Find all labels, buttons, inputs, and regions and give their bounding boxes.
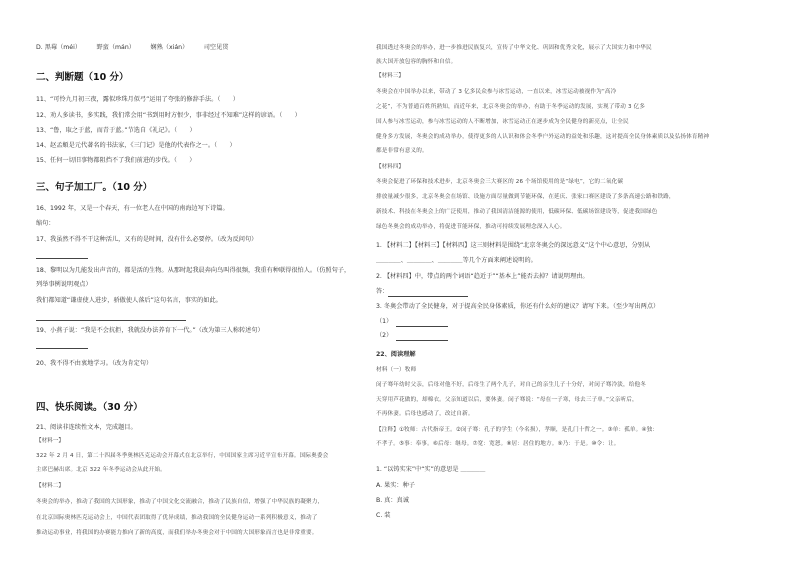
answer-line-19[interactable] — [36, 348, 88, 349]
reading-22-notes1: 【注释】①牧师：古代指帝王。②闵子骞：孔子的学生（今名损），孝顺，是孔门十哲之一。③单：孤单。④独： — [376, 427, 659, 433]
question-11: 11、“可怜九月初三夜，露似珍珠月似弓”运用了夸张的修辞手法。（ ） — [36, 96, 239, 103]
question-18-line2: 列举事例说明观点） — [36, 281, 92, 288]
material-4-heading: 【材料四】 — [376, 164, 404, 170]
section-judgement-title: 二、判断题（10 分） — [36, 72, 129, 83]
reading-q2-answer-label: 答： — [376, 288, 389, 295]
option-c[interactable]: C. 装 — [376, 512, 391, 519]
option-b[interactable]: B. 真：真诚 — [376, 497, 409, 504]
material-2-line3: 推动运动事业，将我国的办赛能力推向了新的高度，而我们举办冬奥会对于中国的大国形象而言也是非常重要。 — [36, 530, 318, 536]
material-4-line1: 冬奥会促进了环保和技术进步，北京冬奥会三大赛区的 26 个场馆使用的是“绿电”，它的二氧化碳 — [376, 179, 624, 185]
question-d-option: D. 黑莓（méi） 野蛮（mán） 娴熟（xián） 司空见贯 — [36, 44, 229, 51]
reading-q3-item1: （1） — [376, 318, 393, 325]
material-2-cont-line1: 我国透过冬奥会的举办，进一步推进民族复兴，宣传了中华文化、巩固和优秀文化，展示了大国实力和中华民 — [376, 45, 652, 51]
right-column — [376, 0, 766, 562]
reading-q3-item2: （2） — [376, 332, 393, 339]
material-4-line2: 排放量减少很多，北京冬奥会在场馆、设施方面尽量做到节能环保，在延庆、张家口赛区建设了多条高速公路和铁路， — [376, 194, 675, 200]
question-19: 19、小燕子说：“我是不会抗拒，我就没办法养育下一代。”（改为第三人称转述句） — [36, 327, 264, 334]
material-3-heading: 【材料三】 — [376, 73, 404, 79]
material-3-line2: 之花”，不为普通百姓所熟知，而近年来，北京冬奥会的举办，有助于冬季运动的发展，实现了带动 3 亿多 — [376, 104, 646, 110]
reading-22-title: 材料（一）牧师 — [376, 367, 417, 373]
answer-line-q3-2[interactable] — [396, 340, 448, 341]
reading-22-q1: 1. “以铸实宋”中“实”的意思是 ＿＿＿＿ — [376, 466, 486, 473]
option-a[interactable]: A. 果实：种子 — [376, 482, 415, 489]
question-16: 16、1992 年，又是一个春天，有一位老人在中国的南海边写下诗篇。 — [36, 205, 229, 212]
material-2-line1: 冬奥会的举办，推动了我国的大国形象，推动了中国文化交流融合，推动了民族自信，增强了中华民族的凝聚力， — [36, 499, 324, 505]
material-1-line1: 322 年 2 月 4 日，第二十四届冬季奥林匹克运动会开幕式在北京举行，中国国家主席习近平宣布开幕。国际奥委会 — [36, 453, 329, 459]
reading-22-line3: 不再休妻。后母也感动了，改过自新。 — [376, 411, 474, 417]
material-1-heading: 【材料一】 — [36, 438, 64, 444]
material-4-line4: 绿色冬奥会的成功举办，将促进节能环保，推动可持续发展理念深入人心。 — [376, 224, 566, 230]
reading-22-notes2: 不孝子。⑤事：奉事。⑥后母：继母。⑦宽：宽恕。⑧居：居住的地方。⑨乃：于是。⑩令：让。 — [376, 441, 620, 447]
material-3-line1: 冬奥会在中国举办以来，带动了 3 亿多民众参与冰雪运动，一直以来，冰雪运动被视作为“高冷 — [376, 89, 617, 95]
material-2-line2: 在北京国际奥林匹克运动会上，中国代表团取得了优异成绩，推动我国的全民健身运动一系列积极意义，推动了 — [36, 515, 318, 521]
reading-q3: 3. 冬奥会带动了全民健身，对于提高全民身体素质，你还有什么好的建议？请写下来。（至少写出两点） — [376, 303, 660, 310]
reading-q2: 2. 【材料四】中，带点的两个词语“趋近于”“基本上”能否去掉？请说明理由。 — [376, 273, 589, 280]
reading-22-line2: 天穿用芦花做的，却棉衣。父亲知道以后，要休妻。闵子骞说：“母在一子寒，母去三子单。”父亲听后， — [376, 397, 638, 403]
section-reading-title: 四、快乐阅读。（30 分） — [36, 402, 143, 413]
material-3-line4: 健身多方发展，冬奥会的成功举办，使得更多的人认识和体会冬季户外运动的益处和乐趣，这对提高全民身体素质以及弘扬体育精神 — [376, 134, 710, 140]
question-18-line3: 我们都知道“谦虚使人进步，骄傲使人落后”这句名言，事实的如此。 — [36, 297, 222, 304]
left-column — [36, 0, 356, 562]
question-14: 14、赵孟頫是元代著名的书法家，《三门记》是他的代表作之一。（ ） — [36, 142, 236, 149]
question-21: 21、阅读非连续性文本，完成题目。 — [36, 424, 137, 431]
material-3-line3: 国人参与冰雪运动，参与冰雪运动的人不断增加，冰雪运动正在逐步成为全民健身的新亮点，让全民 — [376, 119, 629, 125]
question-13: 13、“鲁，取之于蓝，而青于蓝。”节选自《礼记》。（ ） — [36, 127, 196, 134]
section-sentence-title: 三、句子加工厂。（10 分） — [36, 182, 153, 193]
question-12: 12、劝人多读书，多实践，我们常会用“书到用时方恨少，事非经过不知难”这样的谚语。（ ） — [36, 112, 301, 119]
reading-q1-blanks[interactable]: ＿＿＿＿、＿＿＿＿、＿＿＿＿等几个方面来阐述说明的。 — [376, 257, 537, 264]
reading-q1: 1. 【材料二】【材料三】【材料四】这三则材料是围绕“北京冬奥会的深远意义”这个中心意思，分别从 — [376, 242, 651, 249]
answer-line-18[interactable] — [36, 320, 186, 321]
material-2-cont-line2: 族大国开放包容的胸怀和自信。 — [376, 59, 457, 65]
material-3-line5: 都是非常有意义的。 — [376, 148, 428, 154]
material-2-heading: 【材料二】 — [36, 483, 64, 489]
reading-22-line1: 闵子骞年幼时父亲，后母对他不好，后母生了两个儿子，对自己的亲生儿子十分好，对闵子骞冷淡，给他冬 — [376, 382, 646, 388]
question-17: 17、我虽然不得不干这种活儿，又有的是时间，没有什么必要停。（改为反问句） — [36, 236, 258, 243]
question-15: 15、任何一切旧事物都阻挡不了我们前进的步伐。（ ） — [36, 157, 196, 164]
question-18-line1: 18、黎明以为几能发出声音的，都是活的生物。从那时起我晨奔向鸟叫得很频，我重有种联得很怕人。（仿照句子， — [36, 267, 351, 274]
question-22: 22、阅读理解 — [376, 351, 416, 358]
answer-line-q2[interactable] — [388, 296, 468, 297]
answer-line-q3-1[interactable] — [396, 326, 448, 327]
question-20: 20、我不得不由衷地学习。（改为肯定句） — [36, 360, 153, 367]
material-1-line2: 主席巴赫出席。北京 322 年冬季运动会从此开始。 — [36, 467, 166, 473]
material-4-line3: 新技术、科技在冬奥会上的广泛使用，推动了我国清洁能源的使用，低碳环保、低碳场馆建设等，促进我国绿色 — [376, 209, 658, 215]
answer-line-17[interactable] — [36, 258, 88, 259]
question-16-note: 缩句： — [36, 220, 55, 227]
